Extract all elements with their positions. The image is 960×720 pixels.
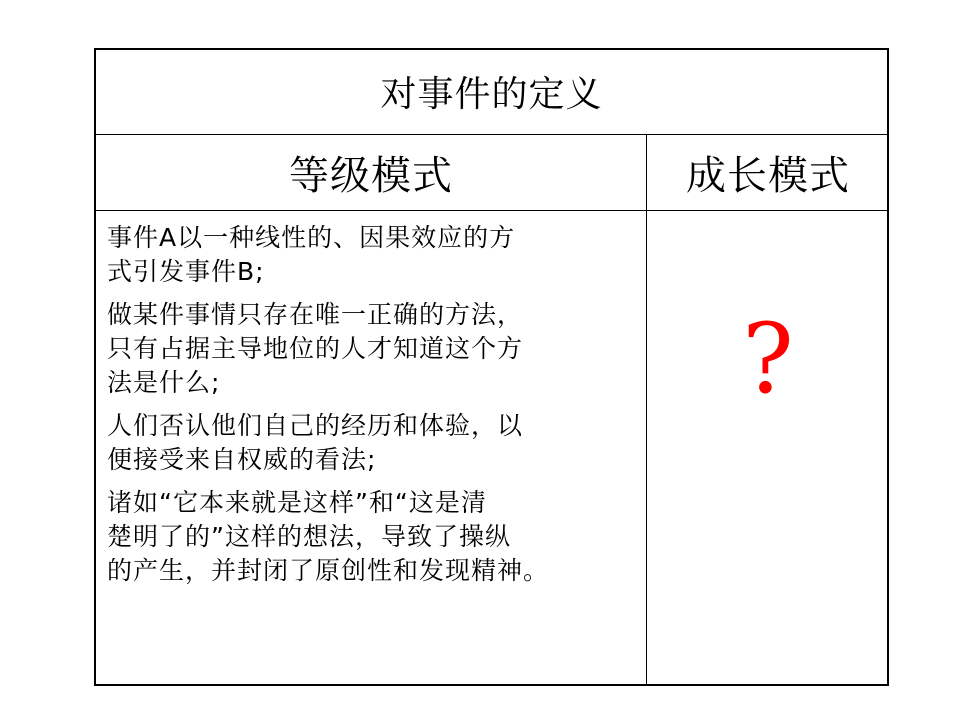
paragraph-line: 诸如“它本来就是这样”和“这是清 [107,488,487,517]
column-header-growth-mode: 成长模式 [686,153,850,199]
question-mark: ? [742,303,794,415]
column-header-hierarchy-mode: 等级模式 [96,135,647,210]
table-header-row [96,135,887,211]
table-title: 对事件的定义 [380,73,603,115]
paragraph-line: 式引发事件B; [107,257,265,286]
paragraph-1 [107,221,636,289]
paragraph-line: 的产生，并封闭了原创性和发现精神。 [107,556,550,585]
paragraph-line: 法是什么; [107,368,221,397]
hierarchy-mode-cell [96,211,647,686]
table-title-row [96,50,887,135]
growth-mode-cell [647,211,889,686]
paragraph-4 [107,486,636,588]
paragraph-line: 楚明了的”这样的想法，导致了操纵 [107,522,511,551]
paragraph-2 [107,298,636,400]
paragraph-line: 便接受来自权威的看法; [107,445,377,474]
paragraph-line: 做某件事情只存在唯一正确的方法， [107,300,524,329]
paragraph-line: 事件A以一种线性的、因果效应的方 [107,223,516,252]
paragraph-line: 人们否认他们自己的经历和体验，以 [107,411,524,440]
paragraph-3 [107,409,636,477]
paragraph-line: 只有占据主导地位的人才知道这个方 [107,334,524,363]
definition-table [94,48,889,686]
table-body-row [96,211,887,686]
